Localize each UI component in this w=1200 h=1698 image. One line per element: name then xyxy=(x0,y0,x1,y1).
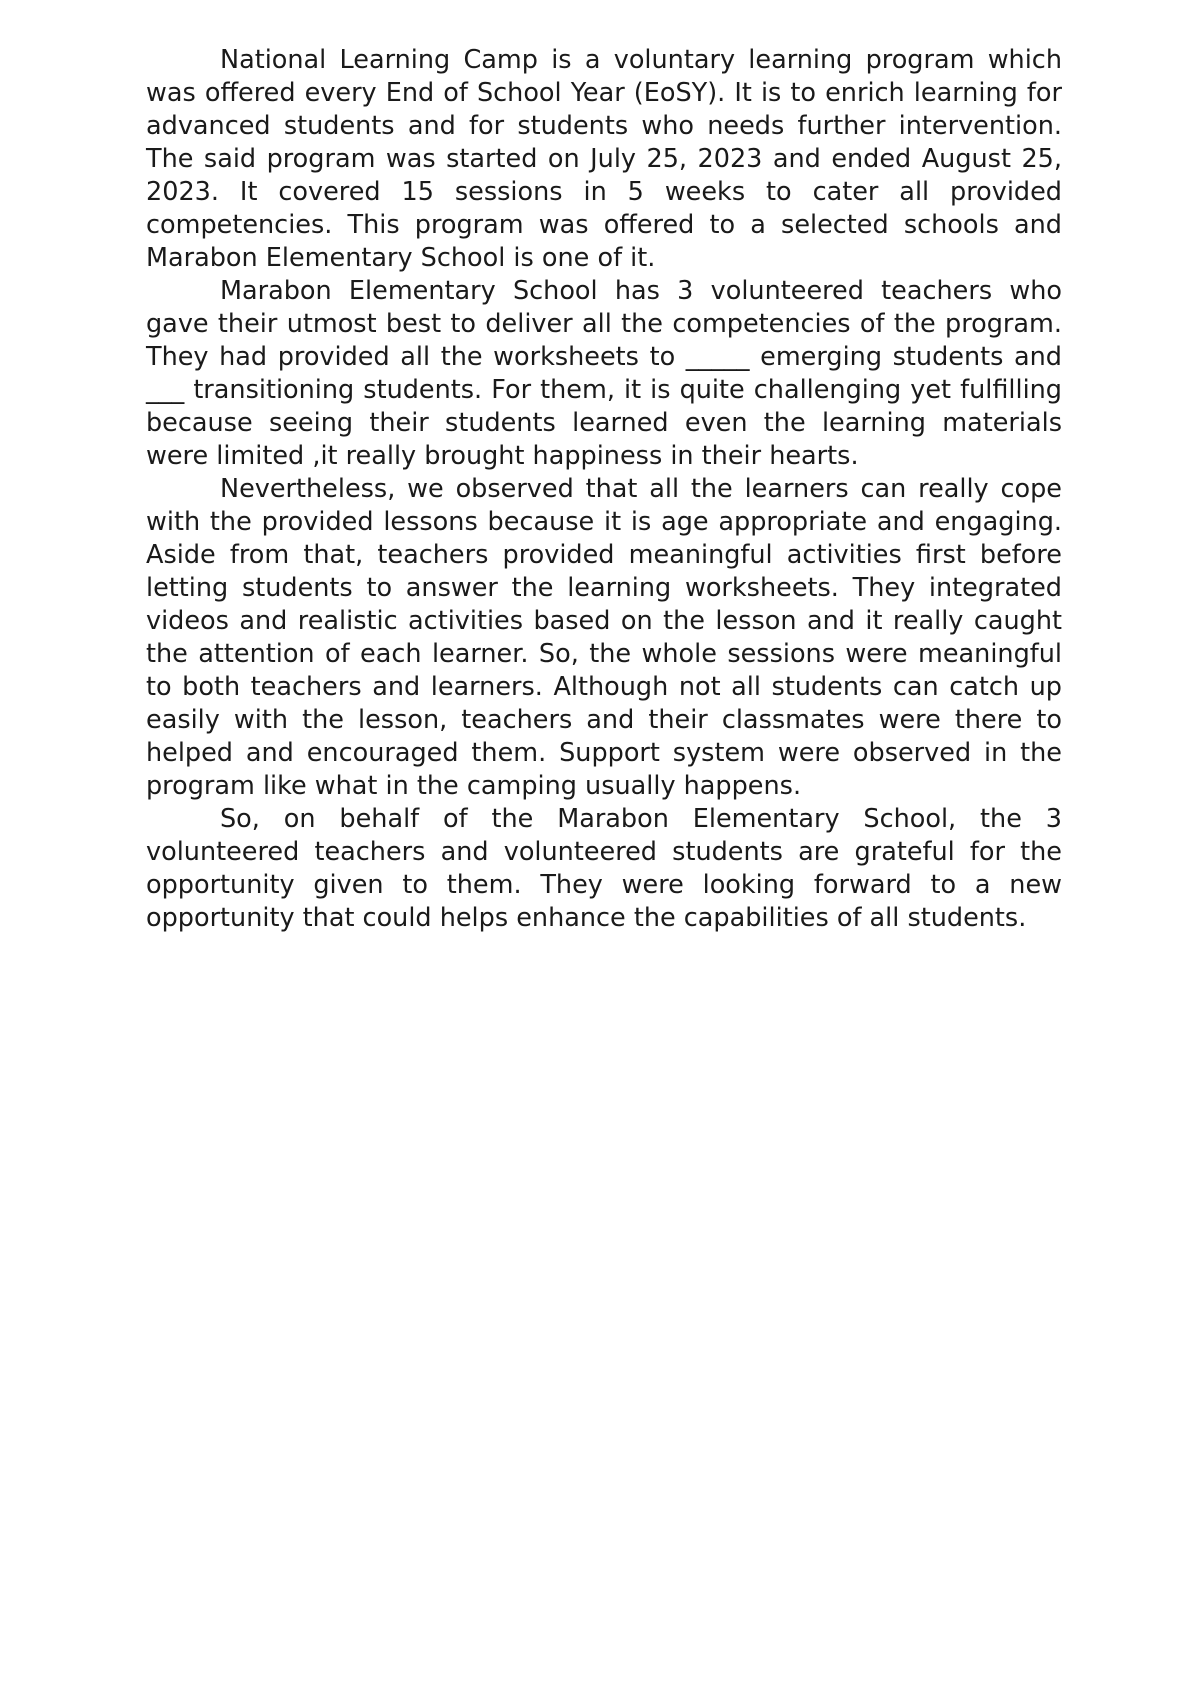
document-body xyxy=(146,44,1062,935)
paragraph-teachers: Marabon Elementary School has 3 volunteered teachers who gave their utmost best to deliver all the competencies of the program. They had provided all the worksheets to _____ emerging students and ___ transitioning students. For them, it is quite challenging yet fulfilling because seeing their students learned even the learning materials were limited ,it really brought happiness in their hearts. xyxy=(146,276,1062,471)
paragraph-closing: So, on behalf of the Marabon Elementary School, the 3 volunteered teachers and volunteered students are grateful for the opportunity given to them. They were looking forward to a new opportunity that could helps enhance the capabilities of all students. xyxy=(146,804,1062,933)
paragraph-intro: National Learning Camp is a voluntary learning program which was offered every End of School Year (EoSY). It is to enrich learning for advanced students and for students who needs further intervention. The said program was started on July 25, 2023 and ended August 25, 2023. It covered 15 sessions in 5 weeks to cater all provided competencies. This program was offered to a selected schools and Marabon Elementary School is one of it. xyxy=(146,45,1062,273)
paragraph-observations: Nevertheless, we observed that all the learners can really cope with the provided lessons because it is age appropriate and engaging. Aside from that, teachers provided meaningful activities first before letting students to answer the learning worksheets. They integrated videos and realistic activities based on the lesson and it really caught the attention of each learner. So, the whole sessions were meaningful to both teachers and learners. Although not all students can catch up easily with the lesson, teachers and their classmates were there to helped and encouraged them. Support system were observed in the program like what in the camping usually happens. xyxy=(146,474,1062,801)
